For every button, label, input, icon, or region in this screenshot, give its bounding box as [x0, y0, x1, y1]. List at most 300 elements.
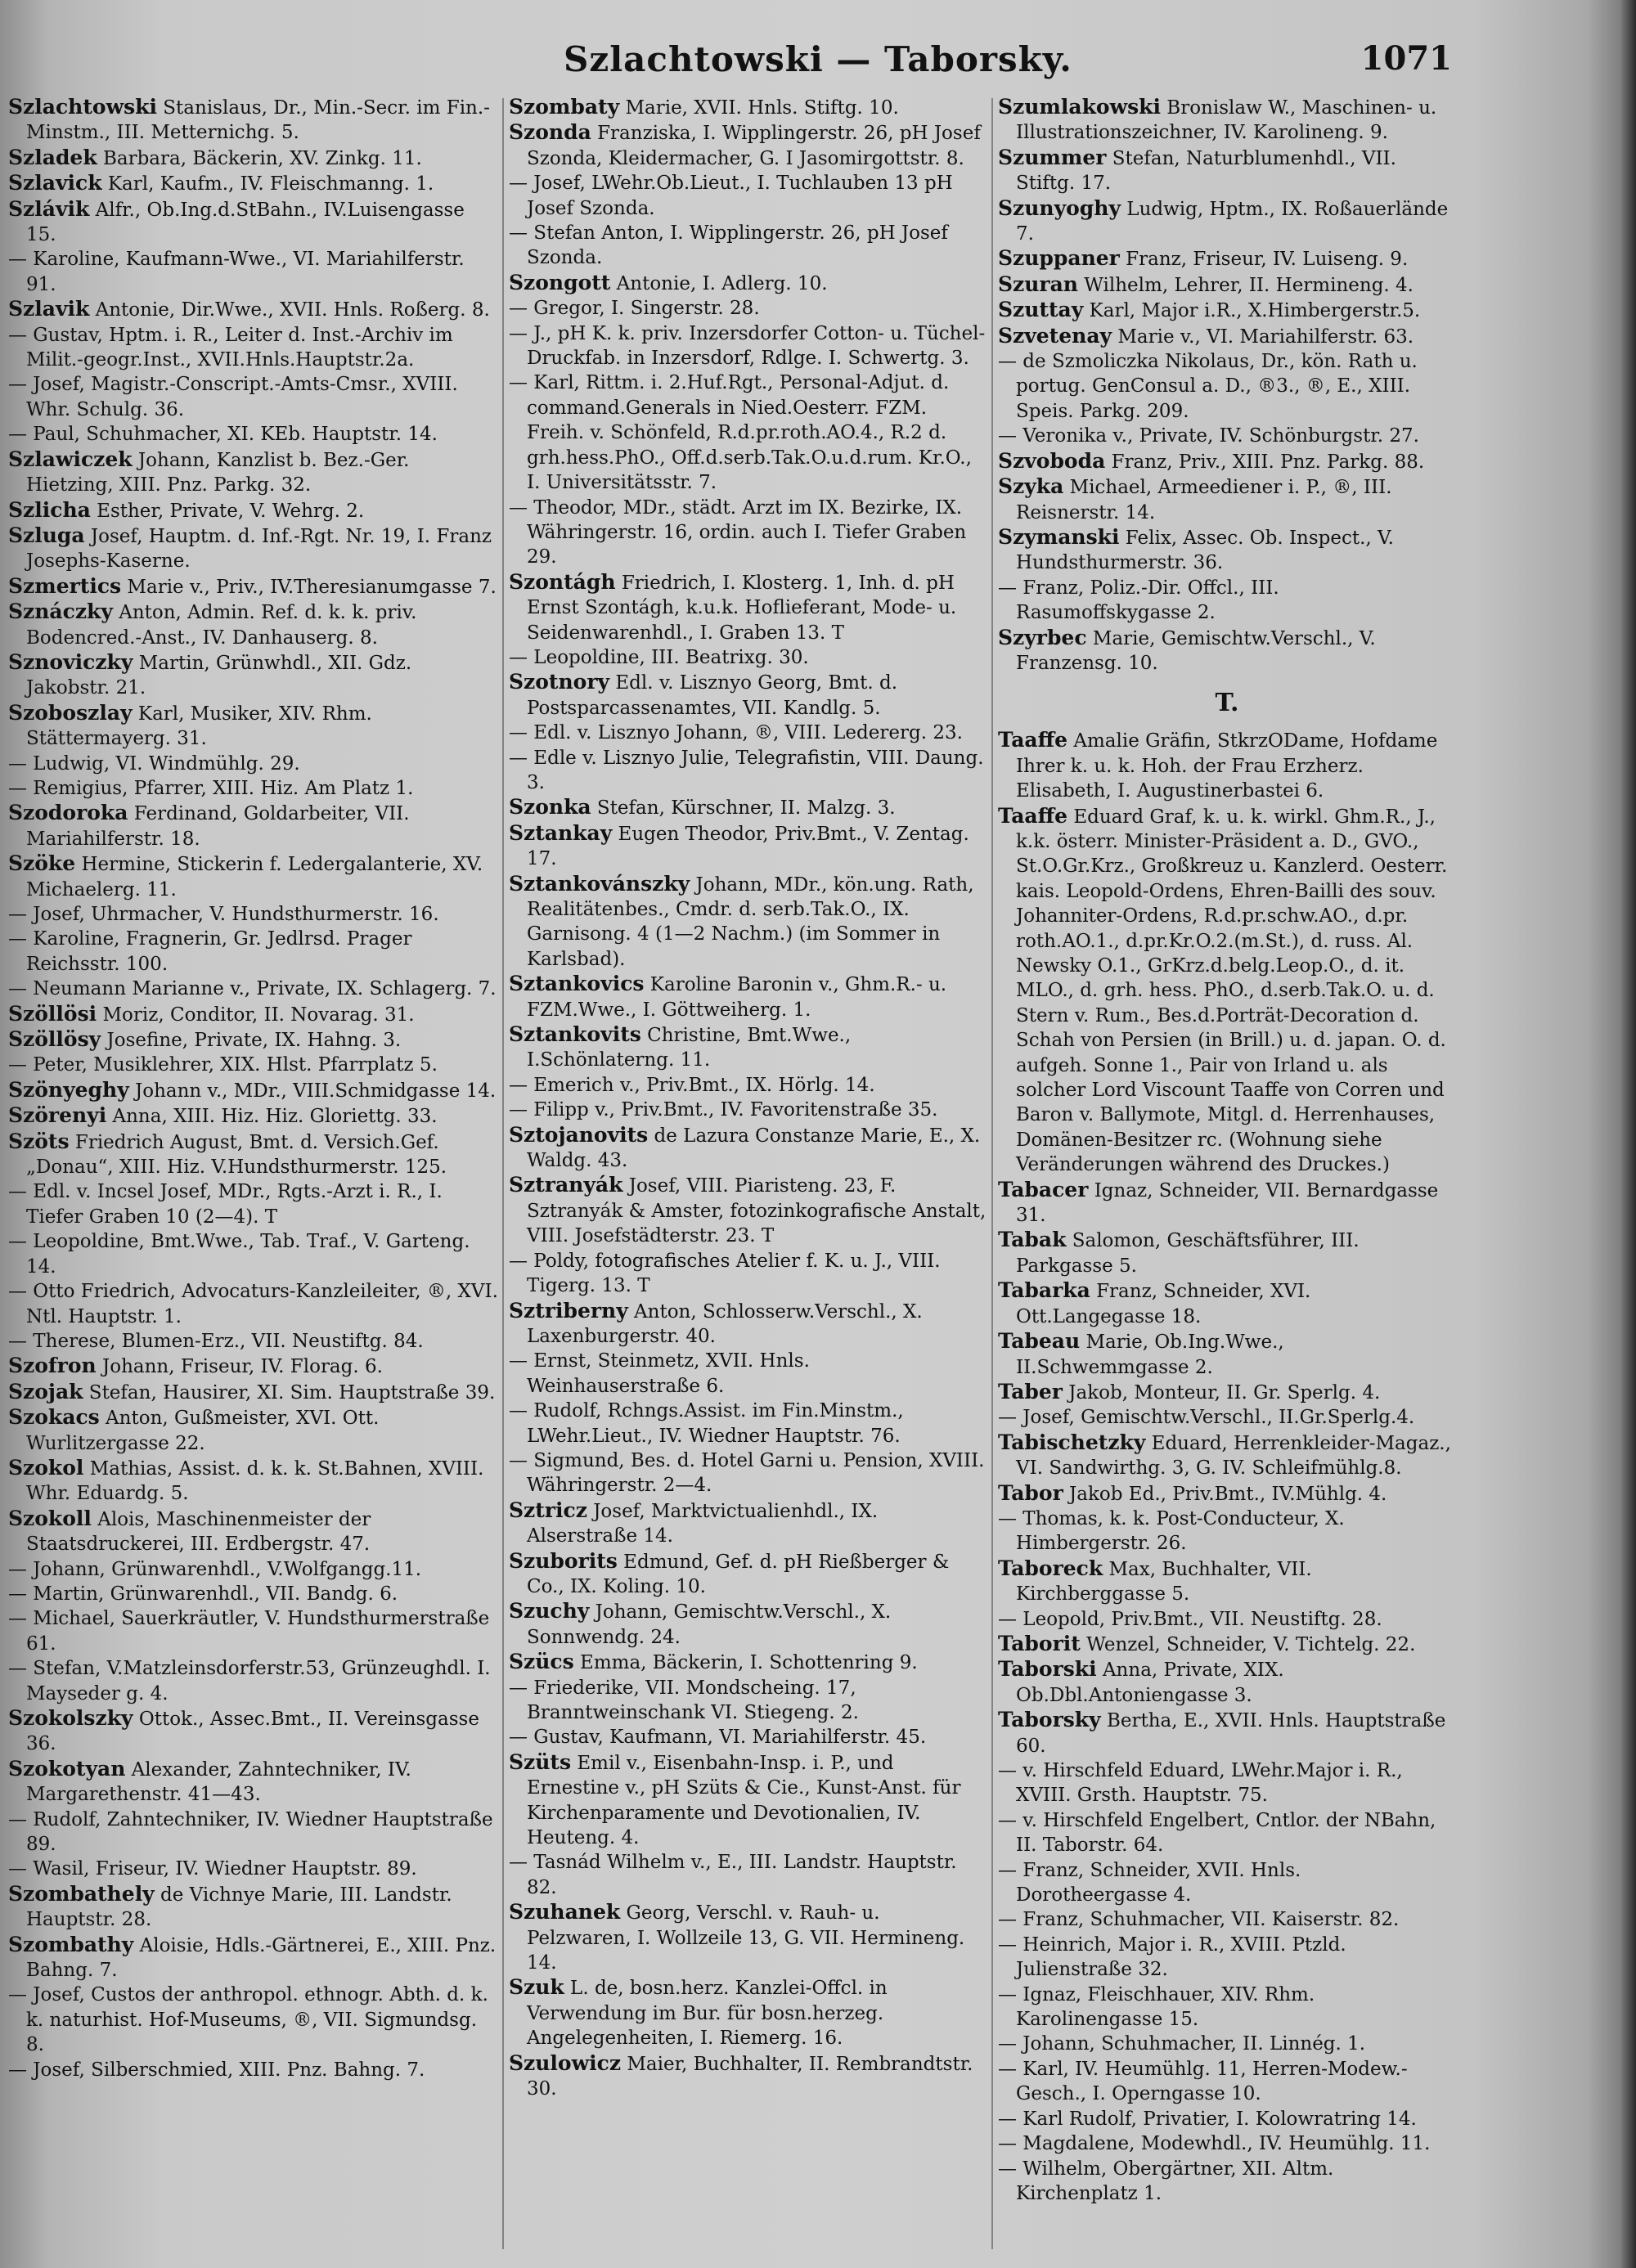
directory-entry	[998, 1607, 1456, 1632]
entry-details: — Karoline, Kaufmann-Wwe., VI. Mariahilferstr. 91.	[8, 249, 465, 295]
directory-entry	[998, 1858, 1456, 1908]
entry-surname: Szokoll	[8, 1506, 92, 1530]
entry-details: — Gustav, Hptm. i. R., Leiter d. Inst.-Archiv im Milit.-geogr.Inst., XVII.Hnls.Hauptstr.2a.	[8, 324, 453, 371]
entry-surname: Szuhanek	[509, 1900, 621, 1924]
directory-entry	[8, 1103, 499, 1129]
directory-entry	[8, 1130, 499, 1180]
entry-details: — Michael, Sauerkräutler, V. Hundsthurmerstraße 61.	[8, 1608, 490, 1655]
entry-details: — Neumann Marianne v., Private, IX. Schlagerg. 7.	[8, 978, 497, 1000]
entry-details: Wenzel, Schneider, V. Tichtelg. 22.	[1080, 1633, 1416, 1655]
directory-entry	[998, 1329, 1456, 1380]
entry-surname: Taborit	[998, 1631, 1081, 1655]
entry-details: — Martin, Grünwarenhdl., VII. Bandg. 6.	[8, 1583, 398, 1605]
entry-surname: Szokotyan	[8, 1756, 126, 1781]
entry-details: — Gregor, I. Singerstr. 28.	[509, 298, 760, 320]
directory-entry	[509, 821, 988, 872]
directory-entry	[998, 2131, 1456, 2156]
directory-entry	[509, 1399, 988, 1448]
directory-entry	[8, 247, 499, 297]
page-number: 1071	[1360, 39, 1452, 78]
entry-details: — Magdalene, Modewhdl., IV. Heumühlg. 11.	[998, 2133, 1431, 2155]
entry-details: Hermine, Stickerin f. Ledergalanterie, XV. Michaelerg. 11.	[26, 854, 483, 900]
directory-entry	[509, 1349, 988, 1399]
entry-details: Marie, XVII. Hnls. Stiftg. 10.	[619, 97, 899, 119]
directory-entry	[509, 1448, 988, 1498]
directory-entry	[509, 570, 988, 645]
entry-details: — de Szmoliczka Nikolaus, Dr., kön. Rath u. portug. GenConsul a. D., ®3., ®, E., XIII. Speis. Parkg. 209.	[998, 351, 1418, 422]
entry-details: Antonie, Dir.Wwe., XVII. Hnls. Roßerg. 8.	[89, 299, 490, 321]
directory-entry	[8, 1329, 499, 1354]
entry-details: — Edle v. Lisznyo Julie, Telegrafistin, VIII. Daung. 3.	[509, 747, 984, 793]
directory-entry	[8, 498, 499, 523]
entry-details: — Franz, Schuhmacher, VII. Kaiserstr. 82.	[998, 1909, 1400, 1931]
directory-entry	[8, 1857, 499, 1881]
entry-details: Marie, Gemischtw.Verschl., V. Franzensg. 10.	[1016, 627, 1376, 674]
entry-details: Karoline Baronin v., Ghm.R.- u. FZM.Wwe., I. Göttweiherg. 1.	[527, 974, 947, 1021]
entry-details: Bronislaw W., Maschinen- u. Illustrationszeichner, IV. Karolineng. 9.	[1016, 97, 1437, 144]
entry-surname: Szulowicz	[509, 2050, 622, 2075]
entry-surname: Szunyoghy	[998, 195, 1121, 220]
entry-details: — Karl, IV. Heumühlg. 11, Herren-Modew.-Gesch., I. Operngasse 10.	[998, 2058, 1408, 2105]
entry-details: — Emerich v., Priv.Bmt., IX. Hörlg. 14.	[509, 1074, 875, 1096]
entry-surname: Sztranyák	[509, 1173, 623, 1197]
entry-surname: Sznoviczky	[8, 649, 133, 674]
entry-surname: Szombathy	[8, 1932, 134, 1956]
directory-entry	[509, 1725, 988, 1749]
entry-surname: Szöts	[8, 1129, 70, 1153]
entry-surname: Szombaty	[509, 95, 620, 119]
directory-entry	[998, 1907, 1456, 1932]
entry-surname: Szüts	[509, 1749, 572, 1774]
directory-entry	[509, 120, 988, 171]
entry-details: Stefan, Hausirer, XI. Sim. Hauptstraße 39.	[83, 1381, 496, 1403]
directory-entry	[8, 1882, 499, 1933]
entry-details: — Tasnád Wilhelm v., E., III. Landstr. Hauptstr. 82.	[509, 1852, 957, 1898]
entry-details: — Edl. v. Incsel Josef, MDr., Rgts.-Arzt i. R., I. Tiefer Graben 10 (2—4). T	[8, 1181, 443, 1228]
entry-details: Emma, Bäckerin, I. Schottenring 9.	[573, 1652, 918, 1674]
entry-surname: Szuk	[509, 1975, 564, 2000]
entry-details: — Therese, Blumen-Erz., VII. Neustiftg. 84.	[8, 1330, 424, 1352]
entry-surname: Taaffe	[998, 803, 1068, 828]
entry-surname: Szuppaner	[998, 246, 1120, 271]
entry-details: Ottok., Assec.Bmt., II. Vereinsgasse 36.	[26, 1709, 479, 1755]
directory-entry	[8, 927, 499, 977]
directory-entry	[8, 1507, 499, 1557]
directory-entry	[509, 321, 988, 371]
entry-details: Aloisie, Hdls.-Gärtnerei, E., XIII. Pnz. Bahng. 7.	[26, 1934, 497, 1982]
entry-details: — Josef, Magistr.-Conscript.-Amts-Cmsr., XVIII. Whr. Schulg. 36.	[8, 374, 458, 420]
entry-details: — Gustav, Kaufmann, VI. Mariahilferstr. 45.	[509, 1727, 927, 1749]
entry-details: Eduard Graf, k. u. k. wirkl. Ghm.R., J., k.k. österr. Minister-Präsident a. D., GVO., St.O.Gr.Krz., Großkreuz u. Kanzlerd. Oesterr. kais. Leopold-Ordens, Ehren-Bailli des souv. Johanniter-Ordens, R.d.pr.schw.AO., d.pr. roth.AO.1., d.pr.Kr.O.2.(m.St.), d. russ. Al. Newsky O.1., GrKrz.d.belg.Leop.O., d. it. MLO., d. grh. hess. PhO., d.serb.Tak.O. u. d. Stern v. Rum., Bes.d.Porträt-Decoration d. Schah von Persien (in Brill.) u. d. japan. O. d. aufgeh. Sonne 1., Pair von Irland u. als solcher Lord Viscount Taaffe von Corren und Baron v. Ballymote, Mitgl. d. Herrenhauses, Domänen-Besitzer rc. (Wohnung siehe Veränderungen während des Druckes.)	[1016, 806, 1448, 1176]
entry-details: Karl, Musiker, XIV. Rhm. Stättermayerg. 31.	[26, 703, 372, 750]
directory-entry	[509, 371, 988, 495]
entry-details: Christine, Bmt.Wwe., I.Schönlaterng. 11.	[527, 1025, 852, 1071]
entry-details: Salomon, Geschäftsführer, III. Parkgasse 5.	[1016, 1230, 1360, 1277]
entry-details: — Ernst, Steinmetz, XVII. Hnls. Weinhauserstraße 6.	[509, 1350, 810, 1397]
entry-surname: Szokolszky	[8, 1706, 133, 1730]
entry-surname: Sztankovánszky	[509, 871, 690, 896]
entry-details: Wilhelm, Lehrer, II. Hermineng. 4.	[1077, 274, 1414, 296]
entry-details: Anton, Admin. Ref. d. k. k. priv. Bodencred.-Anst., IV. Danhauserg. 8.	[26, 602, 417, 649]
entry-details: — Josef, Custos der anthropol. ethnogr. Abth. d. k. k. naturhist. Hof-Museums, ®, VII. Sigmundsg. 8.	[8, 1984, 488, 2056]
entry-details: Max, Buchhalter, VII. Kirchberggasse 5.	[1016, 1558, 1312, 1606]
directory-entry	[998, 1507, 1456, 1556]
entry-surname: Sztankay	[509, 820, 613, 845]
entry-details: Franz, Schneider, XVI. Ott.Langegasse 18.	[1016, 1281, 1311, 1327]
entry-details: Karl, Kaufm., IV. Fleischmanng. 1.	[101, 173, 434, 195]
directory-entry	[998, 2057, 1456, 2107]
directory-entry	[998, 1983, 1456, 2032]
directory-entry	[998, 804, 1456, 1178]
directory-entry	[998, 2157, 1456, 2207]
entry-details: — Leopold, Priv.Bmt., VII. Neustiftg. 28.	[998, 1608, 1382, 1630]
directory-entry	[509, 1549, 988, 1600]
directory-entry	[8, 650, 499, 701]
directory-entry	[509, 1900, 988, 1975]
directory-entry	[509, 2051, 988, 2102]
page-edge	[1621, 0, 1636, 2268]
directory-entry	[509, 1022, 988, 1073]
entry-details: — Stefan, V.Matzleinsdorferstr.53, Grünzeughdl. I. Mayseder g. 4.	[8, 1658, 491, 1704]
directory-entry	[509, 1249, 988, 1299]
entry-details: Jakob, Monteur, II. Gr. Sperlg. 4.	[1062, 1381, 1381, 1403]
entry-details: Alexander, Zahntechniker, IV. Margarethenstr. 41—43.	[26, 1758, 411, 1806]
entry-details: — Josef, LWehr.Ob.Lieut., I. Tuchlauben 13 pH Josef Szonda.	[509, 173, 953, 219]
column-3	[998, 95, 1456, 2254]
entry-surname: Szuborits	[509, 1548, 618, 1573]
directory-entry	[8, 297, 499, 322]
entry-details: — Karoline, Fragnerin, Gr. Jedlrsd. Prager Reichsstr. 100.	[8, 928, 412, 975]
entry-details: — Leopoldine, Bmt.Wwe., Tab. Traf., V. Garteng. 14.	[8, 1231, 470, 1278]
directory-entry	[8, 323, 499, 373]
directory-entry	[509, 1975, 988, 2050]
entry-details: — Karl, Rittm. i. 2.Huf.Rgt., Personal-Adjut. d. command.Generals in Nied.Oesterr. FZM. Freih. v. Schönfeld, R.d.pr.roth.AO.4., R.2 d. grh.hess.PhO., Off.d.serb.Tak.O.u.d.rum. Kr.O., I. Universitätsstr. 7.	[509, 372, 972, 494]
directory-entry	[998, 1933, 1456, 1983]
directory-entry	[509, 1173, 988, 1248]
entry-details: Bertha, E., XVII. Hnls. Hauptstraße 60.	[1016, 1710, 1446, 1757]
entry-surname: Tabeau	[998, 1329, 1081, 1354]
entry-details: — Friederike, VII. Mondscheing. 17, Branntweinschank VI. Stiegeng. 2.	[509, 1677, 859, 1723]
entry-surname: Taber	[998, 1379, 1063, 1403]
directory-entry	[998, 246, 1456, 272]
directory-entry	[998, 2032, 1456, 2056]
directory-entry	[8, 1808, 499, 1857]
entry-details: Maier, Buchhalter, II. Rembrandtstr. 30.	[527, 2053, 973, 2100]
entry-details: Barbara, Bäckerin, XV. Zinkg. 11.	[97, 147, 422, 169]
directory-entry	[998, 424, 1456, 448]
entry-details: — Edl. v. Lisznyo Johann, ®, VIII. Ledererg. 23.	[509, 722, 963, 744]
entry-details: Friedrich, I. Klosterg. 1, Inh. d. pH Ernst Szontágh, k.u.k. Hoflieferant, Mode- u. Seidenwarenhdl., I. Graben 13. T	[527, 572, 957, 644]
column-divider	[502, 98, 504, 2249]
column-divider	[991, 98, 993, 2249]
entry-details: Marie v., VI. Mariahilferstr. 63.	[1112, 326, 1414, 348]
directory-entry	[998, 1481, 1456, 1507]
entry-surname: Szongott	[509, 270, 611, 294]
entry-details: — Sigmund, Bes. d. Hotel Garni u. Pension, XVIII. Währingerstr. 2—4.	[509, 1449, 985, 1497]
directory-entry	[998, 349, 1456, 424]
entry-details: — Johann, Schuhmacher, II. Linnég. 1.	[998, 2033, 1366, 2055]
entry-details: Franz, Priv., XIII. Pnz. Parkg. 88.	[1105, 451, 1425, 473]
directory-entry	[8, 146, 499, 171]
entry-details: Stefan, Kürschner, II. Malzg. 3.	[591, 797, 896, 820]
entry-details: Antonie, I. Adlerg. 10.	[610, 272, 828, 294]
entry-details: Stanislaus, Dr., Min.-Secr. im Fin.-Minstm., III. Metternichg. 5.	[26, 97, 490, 144]
entry-surname: Szokol	[8, 1455, 84, 1480]
entry-details: Josef, Marktvictualienhdl., IX. Alserstraße 14.	[527, 1500, 879, 1547]
directory-entry	[509, 1850, 988, 1900]
directory-entry	[998, 1758, 1456, 1808]
entry-details: Marie v., Priv., IV.Theresianumgasse 7.	[121, 576, 497, 598]
entry-details: Eugen Theodor, Priv.Bmt., V. Zentag. 17.	[527, 823, 969, 870]
entry-surname: Szontágh	[509, 569, 616, 594]
directory-entry	[998, 1228, 1456, 1278]
entry-details: Johann, MDr., kön.ung. Rath, Realitätenbes., Cmdr. d. serb.Tak.O., IX. Garnisong. 4 (1—2 Nachm.) (im Sommer in Karlsbad).	[527, 874, 974, 970]
directory-entry	[8, 372, 499, 422]
directory-entry	[8, 422, 499, 447]
entry-surname: Szöllösi	[8, 1001, 97, 1026]
entry-details: Alois, Maschinenmeister der Staatsdruckerei, III. Erdbergstr. 47.	[26, 1508, 371, 1556]
entry-surname: Szluga	[8, 523, 85, 547]
directory-entry	[998, 1708, 1456, 1758]
directory-entry	[509, 1073, 988, 1098]
directory-entry	[8, 1606, 499, 1656]
entry-details: Georg, Verschl. v. Rauh- u. Pelzwaren, I. Wollzeile 13, G. VII. Hermineng. 14.	[527, 1902, 965, 1974]
entry-details: — Karl Rudolf, Privatier, I. Kolowratring 14.	[998, 2108, 1417, 2130]
entry-surname: Szöllösy	[8, 1027, 101, 1052]
directory-entry	[509, 1750, 988, 1851]
directory-entry	[509, 1299, 988, 1350]
directory-entry	[998, 146, 1456, 196]
entry-details: de Lazura Constanze Marie, E., X. Waldg. 43.	[527, 1125, 981, 1172]
directory-entry	[8, 523, 499, 574]
entry-details: — Ignaz, Fleischhauer, XIV. Rhm. Karolinengasse 15.	[998, 1983, 1315, 2031]
entry-surname: Tabor	[998, 1480, 1063, 1505]
entry-surname: Szlachtowski	[8, 95, 157, 119]
entry-surname: Szyka	[998, 474, 1064, 499]
entry-details: Ludwig, Hptm., IX. Roßauerlände 7.	[1016, 198, 1449, 245]
entry-surname: Sztankovics	[509, 972, 645, 996]
entry-surname: Szladek	[8, 145, 97, 169]
entry-surname: Szlawiczek	[8, 447, 133, 471]
entry-details: — Leopoldine, III. Beatrixg. 30.	[509, 646, 809, 668]
entry-details: Mathias, Assist. d. k. k. St.Bahnen, XVIII. Whr. Eduardg. 5.	[26, 1457, 484, 1505]
entry-details: Anton, Schlosserw.Verschl., X. Laxenburgerstr. 40.	[527, 1300, 923, 1347]
directory-entry	[8, 1027, 499, 1053]
entry-details: Johann, Gemischtw.Verschl., X. Sonnwendg. 24.	[527, 1601, 892, 1648]
entry-details: — J., pH K. k. priv. Inzersdorfer Cotton- u. Tüchel-Druckfab. in Inzersdorf, Rdlge. I. Schwertg. 3.	[509, 322, 986, 370]
entry-surname: Szvoboda	[998, 448, 1106, 473]
entry-details: — Franz, Schneider, XVII. Hnls. Dorotheergasse 4.	[998, 1859, 1301, 1906]
directory-entry	[509, 721, 988, 745]
entry-details: — Ludwig, VI. Windmühlg. 29.	[8, 752, 300, 775]
directory-entry	[998, 2107, 1456, 2131]
entry-details: Josef, Hauptm. d. Inf.-Rgt. Nr. 19, I. Franz Josephs-Kaserne.	[26, 525, 492, 573]
directory-entry	[509, 1123, 988, 1174]
directory-entry	[8, 1053, 499, 1077]
directory-entry	[998, 1405, 1456, 1430]
directory-entry	[998, 449, 1456, 474]
entry-surname: Taaffe	[998, 728, 1068, 752]
directory-entry	[998, 525, 1456, 576]
entry-details: — Thomas, k. k. Post-Conducteur, X. Himbergerstr. 26.	[998, 1507, 1345, 1555]
entry-details: — v. Hirschfeld Engelbert, Cntlor. der NBahn, II. Taborstr. 64.	[998, 1809, 1436, 1857]
directory-entry	[8, 1078, 499, 1103]
directory-entry	[8, 1757, 499, 1808]
entry-surname: Szofron	[8, 1354, 97, 1378]
directory-entry	[8, 1229, 499, 1279]
entry-details: — Filipp v., Priv.Bmt., IV. Favoritenstraße 35.	[509, 1099, 938, 1121]
entry-details: — Peter, Musiklehrer, XIX. Hlst. Pfarrplatz 5.	[8, 1054, 438, 1076]
entry-surname: Szymanski	[998, 524, 1120, 549]
directory-entry	[998, 324, 1456, 349]
entry-details: Felix, Assec. Ob. Inspect., V. Hundsthurmerstr. 36.	[1016, 527, 1394, 574]
entry-surname: Szoboszlay	[8, 700, 133, 725]
directory-entry	[8, 1279, 499, 1329]
directory-entry	[8, 776, 499, 801]
entry-details: Ignaz, Schneider, VII. Bernardgasse 31.	[1016, 1179, 1439, 1227]
directory-entry	[8, 902, 499, 927]
entry-details: Anna, XIII. Hiz. Hiz. Gloriettg. 33.	[106, 1106, 438, 1128]
entry-surname: Sznáczky	[8, 600, 113, 624]
entry-details: — Franz, Poliz.-Dir. Offcl., III. Rasumoffskygasse 2.	[998, 577, 1279, 624]
entry-surname: Szmertics	[8, 573, 122, 598]
entry-details: — Veronika v., Private, IV. Schönburgstr. 27.	[998, 425, 1419, 447]
entry-details: Moriz, Conditor, II. Novarag. 31.	[97, 1004, 415, 1026]
entry-details: Stefan, Naturblumenhdl., VII. Stiftg. 17.	[1016, 147, 1396, 195]
entry-details: Emil v., Eisenbahn-Insp. i. P., und Ernestine v., pH Szüts & Cie., Kunst-Anst. für Kirchenparamente und Devotionalien, IV. Heuteng. 4.	[527, 1752, 961, 1849]
directory-entry	[8, 1456, 499, 1507]
directory-entry	[8, 447, 499, 498]
entry-details: Marie, Ob.Ing.Wwe., II.Schwemmgasse 2.	[1016, 1332, 1284, 1378]
entry-surname: Tabacer	[998, 1177, 1089, 1201]
entry-details: — Johann, Grünwarenhdl., V.Wolfgangg.11.	[8, 1558, 422, 1580]
directory-entry	[998, 728, 1456, 803]
directory-entry	[509, 1098, 988, 1122]
directory-entry	[509, 795, 988, 820]
directory-entry	[998, 1632, 1456, 1657]
entry-details: — Rudolf, Rchngs.Assist. im Fin.Minstm., LWehr.Lieut., IV. Wiedner Hauptstr. 76.	[509, 1400, 904, 1447]
entry-surname: Szonka	[509, 795, 591, 820]
directory-entry	[998, 1808, 1456, 1858]
directory-entry	[8, 801, 499, 851]
directory-entry	[8, 2058, 499, 2082]
entry-details: — Wilhelm, Obergärtner, XII. Altm. Kirchenplatz 1.	[998, 2158, 1334, 2204]
entry-details: — Rudolf, Zahntechniker, IV. Wiedner Hauptstraße 89.	[8, 1808, 493, 1856]
directory-entry	[998, 1278, 1456, 1329]
directory-entry	[998, 626, 1456, 676]
entry-surname: Szuran	[998, 272, 1078, 296]
directory-entry	[8, 1656, 499, 1706]
directory-entry	[998, 272, 1456, 298]
entry-details: Alfr., Ob.Ing.d.StBahn., IV.Luisengasse 15.	[26, 199, 465, 246]
entry-details: — Heinrich, Major i. R., XVIII. Ptzld. Julienstraße 32.	[998, 1933, 1346, 1981]
entry-details: Amalie Gräfin, StkrzODame, Hofdame Ihrer k. u. k. Hoh. der Frau Erzherz. Elisabeth, I. Augustinerbastei 6.	[1016, 730, 1438, 802]
directory-entry	[8, 1983, 499, 2057]
directory-entry	[998, 95, 1456, 146]
entry-details: Franz, Friseur, IV. Luiseng. 9.	[1119, 249, 1409, 271]
entry-details: de Vichnye Marie, III. Landstr. Hauptstr. 28.	[26, 1884, 452, 1931]
entry-details: Johann v., MDr., VIII.Schmidgasse 14.	[128, 1080, 497, 1102]
entry-details: Edl. v. Lisznyo Georg, Bmt. d. Postsparcassenamtes, VII. Kandlg. 5.	[527, 672, 898, 719]
directory-entry	[8, 1582, 499, 1606]
entry-details: — Theodor, MDr., städt. Arzt im IX. Bezirke, IX. Währingerstr. 16, ordin. auch I. Tiefer Graben 29.	[509, 496, 967, 568]
entry-details: Ferdinand, Goldarbeiter, VII. Mariahilferstr. 18.	[26, 803, 410, 850]
directory-entry	[8, 171, 499, 196]
entry-details: — Poldy, fotografisches Atelier f. K. u. J., VIII. Tigerg. 13. T	[509, 1250, 941, 1297]
directory-entry	[8, 701, 499, 752]
directory-entry	[509, 271, 988, 296]
directory-entry	[509, 95, 988, 120]
directory-entry	[8, 752, 499, 776]
entry-surname: Szlavik	[8, 297, 90, 321]
entry-details: Johann, Kanzlist b. Bez.-Ger. Hietzing, XIII. Pnz. Parkg. 32.	[26, 449, 410, 496]
entry-surname: Szücs	[509, 1650, 574, 1674]
entry-surname: Tabischetzky	[998, 1430, 1146, 1454]
entry-details: — Otto Friedrich, Advocaturs-Kanzleileiter, ®, XVI. Ntl. Hauptstr. 1.	[8, 1281, 498, 1327]
directory-entry	[8, 1380, 499, 1405]
entry-details: Eduard, Herrenkleider-Magaz., VI. Sandwirthg. 3, G. IV. Schleifmühlg.8.	[1016, 1432, 1451, 1480]
directory-entry	[998, 1380, 1456, 1405]
page-title: Szlachtowski — Taborsky.	[564, 39, 1072, 79]
entry-surname: Szombathely	[8, 1881, 155, 1906]
entry-details: — Wasil, Friseur, IV. Wiedner Hauptstr. 89.	[8, 1858, 417, 1880]
directory-entry	[509, 972, 988, 1022]
page-header	[0, 39, 1636, 88]
directory-entry	[8, 197, 499, 248]
entry-details: Josef, VIII. Piaristeng. 23, F. Sztranyák & Amster, fotozinkografische Anstalt, VIII. Josefstädterstr. 23. T	[527, 1175, 987, 1247]
section-heading: T.	[1215, 689, 1239, 718]
directory-entry	[998, 474, 1456, 525]
directory-entry	[998, 1556, 1456, 1607]
entry-surname: Szotnory	[509, 670, 610, 694]
directory-entry	[509, 221, 988, 271]
entry-details: Josefine, Private, IX. Hahng. 3.	[101, 1030, 402, 1052]
entry-details: Johann, Friseur, IV. Florag. 6.	[96, 1356, 383, 1378]
entry-details: Anton, Gußmeister, XVI. Ott. Wurlitzergasse 22.	[26, 1408, 380, 1454]
directory-entry	[509, 296, 988, 321]
entry-details: — Josef, Gemischtw.Verschl., II.Gr.Sperlg.4.	[998, 1407, 1415, 1429]
entry-details: Anna, Private, XIX. Ob.Dbl.Antoniengasse 3.	[1016, 1659, 1284, 1706]
directory-entry	[509, 872, 988, 972]
directory-entry	[8, 1179, 499, 1229]
entry-surname: Szuttay	[998, 298, 1084, 322]
directory-entry	[998, 1657, 1456, 1708]
directory-entry	[8, 1354, 499, 1379]
entry-details: — v. Hirschfeld Eduard, LWehr.Major i. R., XVIII. Grsth. Hauptstr. 75.	[998, 1760, 1403, 1807]
entry-surname: Sztricz	[509, 1498, 587, 1522]
entry-details: — Josef, Silberschmied, XIII. Pnz. Bahng. 7.	[8, 2059, 425, 2081]
entry-details: Michael, Armeediener i. P., ®, III. Reisnerstr. 14.	[1016, 477, 1392, 523]
directory-entry	[8, 1933, 499, 1983]
directory-entry	[509, 1650, 988, 1675]
directory-entry	[509, 1676, 988, 1726]
entry-surname: Szokacs	[8, 1405, 100, 1430]
entry-surname: Szvetenay	[998, 323, 1112, 348]
entry-surname: Szönyeghy	[8, 1077, 129, 1102]
entry-surname: Sztriberny	[509, 1298, 628, 1323]
entry-details: L. de, bosn.herz. Kanzlei-Offcl. in Verwendung im Bur. für bosn.herzeg. Angelegenheiten, I. Riemerg. 16.	[527, 1978, 888, 2050]
entry-details: Jakob Ed., Priv.Bmt., IV.Mühlg. 4.	[1063, 1483, 1387, 1505]
directory-entry	[998, 576, 1456, 626]
entry-details: Martin, Grünwhdl., XII. Gdz. Jakobstr. 21.	[26, 652, 412, 699]
directory-entry	[8, 1706, 499, 1757]
directory-entry	[8, 851, 499, 902]
column-1	[8, 95, 499, 2254]
entry-surname: Tabarka	[998, 1278, 1090, 1303]
directory-entry	[509, 496, 988, 570]
entry-surname: Szöke	[8, 851, 76, 876]
directory-entry	[8, 1557, 499, 1582]
